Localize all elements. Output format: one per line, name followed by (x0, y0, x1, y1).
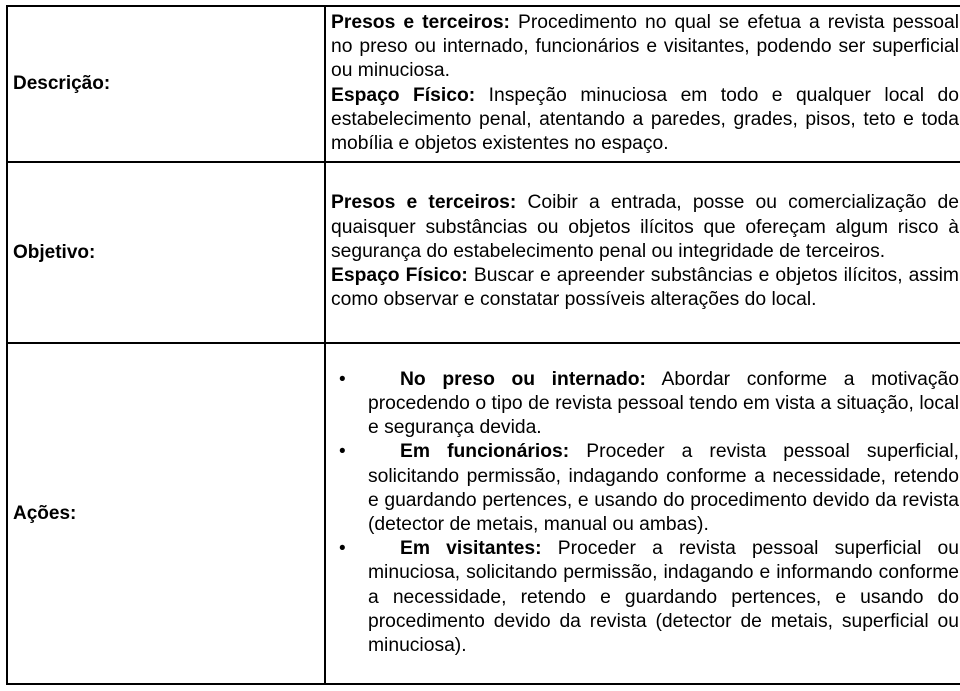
actions-list (331, 368, 959, 658)
table-row-acoes (7, 343, 960, 684)
row-label-acoes: Ações: (7, 343, 325, 684)
paragraph-text: Coibir a entrada, posse ou comercialização de quaisquer substâncias ou objetos ilícitos que ofereçam algum risco à segurança do estabelecimento penal ou integridade de terceiros. (331, 192, 959, 262)
paragraph-heading: Presos e terceiros: (331, 192, 517, 214)
procedure-table (6, 5, 960, 685)
list-item-text: Abordar conforme a motivação procedendo o tipo de revista pessoal tendo em vista a situação, local e segurança devida. (368, 368, 959, 439)
table-row-objetivo (7, 162, 960, 343)
row-content-descricao (325, 6, 960, 162)
row-label-descricao: Descrição: (7, 6, 325, 162)
paragraph-heading: Presos e terceiros: (331, 11, 510, 33)
list-item-text: Proceder a revista pessoal superficial, solicitando permissão, indagando conforme a necessidade, retendo e guardando pertences, e usando do procedimento devido da revista (detector de metais, manual ou ambas). (368, 441, 960, 535)
list-item (331, 440, 959, 537)
paragraph-text: Inspeção minuciosa em todo e qualquer local do estabelecimento penal, atentando a paredes, grades, pisos, teto e toda mobília e objetos existentes no espaço. (331, 84, 959, 154)
paragraph-text: Procedimento no qual se efetua a revista pessoal no preso ou internado, funcionários e visitantes, podendo ser superficial ou minuciosa. (331, 11, 959, 82)
paragraph-presos-terceiros (331, 191, 959, 264)
list-item (331, 537, 959, 658)
paragraph-espaco-fisico (331, 84, 959, 157)
row-content-objetivo (325, 162, 960, 343)
list-item-heading: No preso ou internado: (400, 368, 646, 390)
row-label-objetivo: Objetivo: (7, 162, 325, 343)
paragraph-espaco-fisico (331, 264, 959, 312)
table-row-descricao (7, 6, 960, 162)
list-item-text: Proceder a revista pessoal superficial ou minuciosa, solicitando permissão, indagando e informando conforme a necessidade, retendo e guardando pertences, e usando do procedimento devido da revista (detector de metais, superficial ou minuciosa). (368, 538, 959, 657)
paragraph-text: Buscar e apreender substâncias e objetos ilícitos, assim como observar e constatar possíveis alterações do local. (331, 265, 959, 311)
list-item-heading: Em visitantes: (400, 538, 542, 560)
bullet-icon: • (339, 538, 346, 560)
list-item-heading: Em funcionários: (400, 441, 570, 463)
list-item (331, 368, 959, 441)
paragraph-heading: Espaço Físico: (331, 265, 468, 287)
bullet-icon: • (339, 441, 346, 463)
bullet-icon: • (339, 368, 346, 390)
paragraph-presos-terceiros (331, 11, 959, 84)
paragraph-heading: Espaço Físico: (331, 84, 476, 106)
row-content-acoes (325, 343, 960, 684)
